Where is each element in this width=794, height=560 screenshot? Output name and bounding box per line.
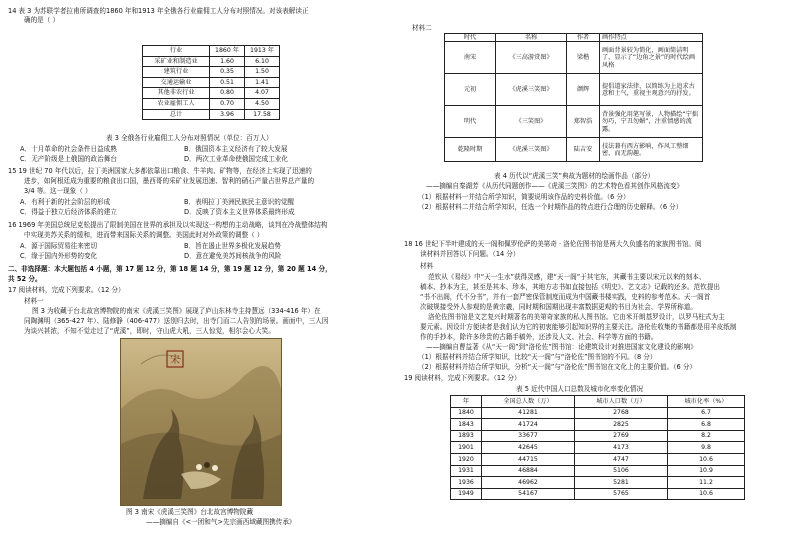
figure-3-caption: 图 3 南宋《虎溪三笑图》台北故宫博物院藏 (126, 508, 254, 516)
q17-material-1-label: 材料一 (24, 297, 44, 305)
q16-option-d: D．意在避免美苏间核战争的风险 (184, 252, 282, 260)
table-row (143, 56, 280, 67)
table-header-cell: 全国总人数（万） (482, 396, 575, 408)
q17-paragraph: 同陶渊明（365-427 年）、陆修静（406-477）送别归去时，出寺门而二人告别的场景。画面中，三人因 (24, 317, 329, 325)
table-3-caption: 表 3 全俄各行业雇佣工人分布对照情况（单位：百万人） (106, 134, 273, 142)
painting-seal: 宋 (170, 355, 180, 366)
table-cell: 46962 (482, 477, 575, 489)
q18-paragraph: 范钦从《易经》中“天一生水”获得灵感，建“天一阁”于其宅东，其藏书主要以宋元以来的刻本、 (428, 273, 706, 281)
table-cell: 总计 (143, 109, 210, 120)
q16-option-a: A．源于国际贸易往来密切 (20, 242, 98, 250)
q18-paragraph: 洛伦佐图书馆是文艺复兴时期著名的美第奇家族的私人图书馆。它由米开朗基罗设计，以罗马柱式为主 (428, 313, 725, 321)
table-cell: 元初 (445, 74, 496, 106)
table-cell: 农业雇佣工人 (143, 98, 210, 109)
table-cell: 0.80 (210, 88, 245, 99)
table-cell: 技法兼有西方影响，作风工整细密，而无韵趣。 (600, 138, 703, 162)
table-5-caption: 表 5 近代中国人口总数及城市化率变化情况 (516, 385, 644, 393)
table-5 (450, 395, 745, 500)
table-row (445, 42, 703, 74)
table-cell: 梁楷 (567, 42, 600, 74)
table-cell: 33677 (482, 430, 575, 442)
material-2-label: 材料二 (412, 24, 432, 32)
q18-paragraph: 次破规接受外人参观的是黄宗羲，同时期和国期出现丰富数据更观的书目为社会、学界所称道。 (420, 303, 697, 311)
table-row (451, 407, 745, 419)
table-row (451, 477, 745, 489)
table-row (143, 77, 280, 88)
table-row (143, 98, 280, 109)
figure-3-source: ——摘编自《<一团和气>先宗画西域藏图携传承》 (146, 518, 296, 526)
table-row (451, 453, 745, 465)
table-4 (444, 33, 703, 162)
table-cell: 1920 (451, 453, 482, 465)
table-cell: 《三笑图》 (496, 106, 567, 138)
table-cell: 10.6 (668, 453, 745, 465)
q19-stem: 19 阅读材料，完成下列要求。（12 分） (404, 374, 521, 382)
table-cell: 南宋 (445, 42, 496, 74)
table-cell: 采矿业和制造业 (143, 56, 210, 67)
table-cell: 1.41 (245, 77, 280, 88)
table-cell: 画面背景较为简化，画面简洁明了，显示了“边角之景”的时代绘画风格 (600, 42, 703, 74)
table-cell: 1840 (451, 407, 482, 419)
table-3 (142, 45, 280, 120)
q14-stem-cont: 确的是（ ） (24, 16, 60, 24)
q18-material-label: 材料 (420, 262, 434, 270)
table-cell: 44715 (482, 453, 575, 465)
table-cell: 42645 (482, 442, 575, 454)
table-cell: 1.50 (245, 67, 280, 78)
table-4-header (445, 34, 703, 42)
table-cell: 1.60 (210, 56, 245, 67)
q16-stem: 16 1969 年美国总统尼克松提出了限制美国在世界的承担及以实现这一构想的主动战略，谈判在冷战整体结构 (8, 221, 328, 229)
q18-paragraph: 作的手抄本，除许多珍贵的古籍手稿外，还涉及人文、社会、科学等方面的书籍。 (420, 333, 658, 341)
table-cell: 1931 (451, 465, 482, 477)
q18-source: ——摘编自曹益著《从“天一阁”到“洛伦佐”图书馆：论建筑设计对推进国家文化建设的影响》 (426, 343, 697, 351)
painting-illustration (121, 339, 281, 505)
table-header-cell: 1860 年 (210, 46, 245, 57)
q15-option-c: C．得益于独立后经济体系的建立 (20, 208, 117, 216)
table-cell: 2769 (575, 430, 668, 442)
table-row (445, 138, 703, 162)
q17-paragraph: 为谈兴甚浓，不知不觉走过了“虎溪”，即时，守山虎大吼，三人惊觉，相尔会心大笑。 (24, 327, 275, 335)
table-row (143, 88, 280, 99)
table-row (445, 74, 703, 106)
q17-question-1: （1）根据材料一并结合所学知识，简要说明该作品的史料价值。（6 分） (418, 193, 630, 201)
table-cell: 2825 (575, 419, 668, 431)
table-cell: 6.8 (668, 419, 745, 431)
table-cell: 41281 (482, 407, 575, 419)
table-cell: 5106 (575, 465, 668, 477)
table-cell: 颜辉 (567, 74, 600, 106)
table-cell: 0.35 (210, 67, 245, 78)
table-cell: 4.07 (245, 88, 280, 99)
table-header-cell: 城市化率（%） (668, 396, 745, 408)
q18-question-2: （2）根据材料并结合所学知识，分析“天一阁”与“洛伦佐”图书馆在文化上的主要价值。（6 分） (418, 363, 697, 371)
table-cell: 17.58 (245, 109, 280, 120)
table-cell: 10.9 (668, 465, 745, 477)
table-header-cell: 画作特点 (600, 34, 703, 42)
table-row (143, 67, 280, 78)
table-row (143, 109, 280, 120)
section-2-heading: 二、非选择题：本大题包括 4 小题，第 17 题 12 分，第 18 题 14 分，第 19 题 12 分，第 20 题 14 分， (8, 265, 332, 273)
table-cell: 1949 (451, 488, 482, 500)
q15-stem: 15 19 世纪 70 年代以后，拉丁美洲国家大多都依靠出口粮食、牛羊肉、矿物等，在经济上实现了迅速的 (8, 167, 312, 175)
table-cell: 4.50 (245, 98, 280, 109)
table-header-cell: 行业 (143, 46, 210, 57)
q18-stem-cont: 读材料并回答以下问题。（14 分） (420, 250, 520, 258)
q14-option-b: B．俄国资本主义经济有了较大发展 (184, 145, 288, 153)
table-4-caption: 表 4 历代以“虎溪三笑”典故为题材的绘画作品（部分） (494, 172, 655, 180)
table-4-source: ——摘编自秦湖芳《从历代同题创作——《虎溪三笑图》的艺术特色看其创作风格流变》 (426, 182, 684, 190)
table-cell: 41724 (482, 419, 575, 431)
painting-figure (120, 338, 282, 506)
table-cell: 2768 (575, 407, 668, 419)
table-row (451, 430, 745, 442)
table-cell: 8.2 (668, 430, 745, 442)
table-cell: 5765 (575, 488, 668, 500)
q15-option-a: A．有利于新的社会阶层的形成 (20, 198, 111, 206)
q16-option-b: B．旨在遏止世界多极化发展趋势 (184, 242, 281, 250)
table-cell: 《虎溪三笑图》 (496, 138, 567, 162)
table-cell: 54167 (482, 488, 575, 500)
table-cell: 陆吉安 (567, 138, 600, 162)
table-cell: 4173 (575, 442, 668, 454)
q17-question-2: （2）根据材料二并结合所学知识，任选一个时期作品的特点进行合理的历史解释。（6 分） (418, 203, 683, 211)
table-cell: 46884 (482, 465, 575, 477)
q17-paragraph: 图 3 为收藏于台北故宫博物院的南宋《虎溪三笑图》展现了庐山东林寺主持慧远（334-416 年）在 (32, 307, 321, 315)
table-row (445, 106, 703, 138)
table-cell: 乾隆时期 (445, 138, 496, 162)
q14-option-d: D．两次工业革命使俄国完成工业化 (184, 155, 288, 163)
table-cell: 交通运输业 (143, 77, 210, 88)
table-header-cell: 1913 年 (245, 46, 280, 57)
q14-option-a: A．十月革命的社会条件日益成熟 (20, 145, 117, 153)
table-cell: 背景强化用笔写景，人物描绘“宁拙勿巧，宁丑勿媚”，注重情感的流露。 (600, 106, 703, 138)
table-header-cell: 年 (451, 396, 482, 408)
table-cell: 1843 (451, 419, 482, 431)
q15-option-d: D．反映了资本主义世界体系最终形成 (184, 208, 295, 216)
q18-paragraph: “书不出阁，代不分书”，并有一套严密保管制度而成为中国藏书楼实践，史料的参考范本。天一阁首 (420, 293, 711, 301)
table-cell: 5281 (575, 477, 668, 489)
table-cell: 11.2 (668, 477, 745, 489)
q17-stem: 17 阅读材料，完成下列要求。（12 分） (8, 286, 125, 294)
table-cell: 6.7 (668, 407, 745, 419)
q16-stem-line2: 中实现美苏关系的缓和，进而带来国际关系的调整。美国此时对外政策的调整（ ） (24, 231, 264, 239)
q14-stem: 14 表 3 为苏联学者拉甫所调查的1860 年和1913 年全俄各行业雇佣工人分布对照情况。对该表解读正 (8, 7, 309, 15)
table-cell: 6.10 (245, 56, 280, 67)
table-row (451, 442, 745, 454)
table-header-cell: 城市人口数（万） (575, 396, 668, 408)
q18-stem: 18 16 世纪下半叶建成的天一阁和佩罗伦萨的美第奇 · 洛伦佐图书馆是两大久负盛名的家族图书馆。阅 (404, 240, 702, 248)
table-cell: 1893 (451, 430, 482, 442)
table-cell: 郑智浩 (567, 106, 600, 138)
table-cell: 《虎溪三笑图》 (496, 74, 567, 106)
table-row (451, 419, 745, 431)
table-cell: 建筑行业 (143, 67, 210, 78)
table-cell: 10.6 (668, 488, 745, 500)
table-cell: 1936 (451, 477, 482, 489)
table-cell: 0.51 (210, 77, 245, 88)
table-header-cell: 名称 (496, 34, 567, 42)
table-5-header (451, 396, 745, 408)
table-cell: 3.96 (210, 109, 245, 120)
table-cell: 其他非农行业 (143, 88, 210, 99)
table-cell: 提倡道家法律，以简练为上追求古意和士气，重视主观意兴的抒发。 (600, 74, 703, 106)
section-2-heading-cont: 共 52 分。 (8, 275, 42, 283)
q15-stem-line3: 3/4 等。这一现象（ ） (24, 187, 92, 195)
table-header-cell: 作者 (567, 34, 600, 42)
table-header-cell: 时代 (445, 34, 496, 42)
q16-option-c: C．缘于国内外形势的变化 (20, 252, 98, 260)
q18-paragraph: 要元素。因设计方便读者是我们认为它的初衷能够引起知识界的主要关注。洛伦佐收集的书籍都是用羊皮纸制 (420, 323, 737, 331)
table-row (451, 488, 745, 500)
q18-paragraph: 稿本、抄本为主，甚至是其本、珍本，其地方志书如直接包括《明史》、艺文志》记载的还多。范钦提出 (420, 283, 721, 291)
table-cell: 4747 (575, 453, 668, 465)
q15-stem-line2: 进步，如阿根廷成为重要的粮食出口国，墨西哥的采矿业发展迅速、智利的硝石产量占世界总产量的 (24, 177, 315, 185)
table-row (451, 465, 745, 477)
table-cell: 《三高游赏图》 (496, 42, 567, 74)
q14-option-c: C．无产阶级是上俄国的政治舞台 (20, 155, 117, 163)
q18-question-1: （1）根据材料并结合所学知识，比较“天一阁”与“洛伦佐”图书馆的不同。（8 分） (418, 353, 657, 361)
q15-option-b: B．表明拉丁美洲民族民主意识的觉醒 (184, 198, 295, 206)
table-cell: 1901 (451, 442, 482, 454)
table-cell: 明代 (445, 106, 496, 138)
table-cell: 0.70 (210, 98, 245, 109)
table-3-header (143, 46, 280, 57)
table-cell: 9.8 (668, 442, 745, 454)
